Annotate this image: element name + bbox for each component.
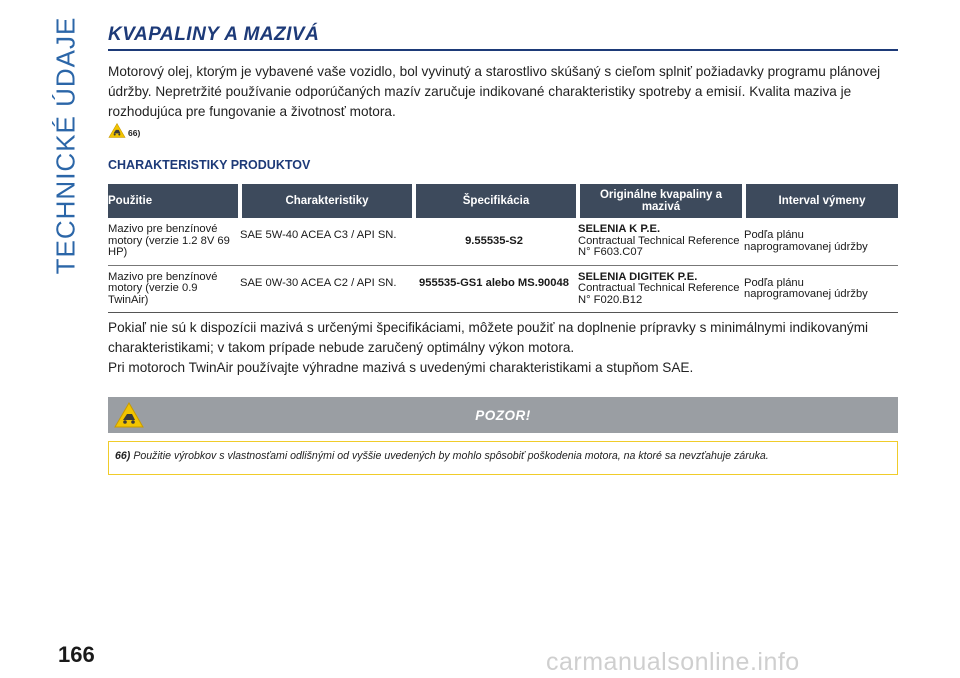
original-fluid-name: SELENIA K P.E. bbox=[578, 223, 661, 235]
table-header-row bbox=[108, 184, 898, 218]
header-characteristics: Charakteristiky bbox=[240, 184, 414, 218]
cell-usage: Mazivo pre benzínové motory (verzie 0.9 TwinAir) bbox=[108, 265, 240, 313]
original-fluid-detail: Contractual Technical Reference N° F603.C07 bbox=[578, 234, 740, 258]
side-tab-label: TECHNICKÉ ÚDAJE bbox=[50, 16, 81, 274]
intro-paragraph: Motorový olej, ktorým je vybavené vaše vozidlo, bol vyvinutý a starostlivo skúšaný s cieľom splniť požiadavky programu plánovej údržby. Nepretržité používanie odporúčaných mazív zaručuje indikované charakteristiky spotreby a emisií. Kvalita maziva je rozhodujúca pre fungovanie a životnosť motora. bbox=[108, 64, 881, 119]
cell-interval: Podľa plánu naprogramovanej údržby bbox=[744, 218, 898, 265]
cell-specification: 9.55535-S2 bbox=[414, 218, 578, 265]
table-row bbox=[108, 218, 898, 265]
cell-characteristics: SAE 0W-30 ACEA C2 / API SN. bbox=[240, 265, 414, 313]
warning-number: 66) bbox=[115, 450, 131, 462]
warning-note bbox=[108, 441, 898, 475]
page-number: 166 bbox=[58, 642, 95, 667]
warning-header bbox=[108, 397, 898, 433]
header-original-fluids: Originálne kvapaliny a mazivá bbox=[578, 184, 744, 218]
intro-reference bbox=[108, 123, 898, 138]
cell-original-fluid bbox=[578, 218, 744, 265]
intro-reference-number: 66) bbox=[128, 127, 141, 138]
warning-icon bbox=[108, 123, 126, 138]
section-title: KVAPALINY A MAZIVÁ bbox=[108, 24, 898, 51]
header-specification: Špecifikácia bbox=[414, 184, 578, 218]
cell-characteristics: SAE 5W-40 ACEA C3 / API SN. bbox=[240, 218, 414, 265]
table-row bbox=[108, 265, 898, 313]
cell-interval: Podľa plánu naprogramovanej údržby bbox=[744, 265, 898, 313]
warning-icon bbox=[114, 402, 144, 428]
header-usage: Použitie bbox=[108, 184, 240, 218]
page-content bbox=[108, 24, 898, 475]
warning-title: POZOR! bbox=[475, 407, 531, 423]
original-fluid-detail: Contractual Technical Reference N° F020.B12 bbox=[578, 282, 740, 306]
cell-original-fluid bbox=[578, 265, 744, 313]
header-interval: Interval výmeny bbox=[744, 184, 898, 218]
note-paragraph bbox=[108, 318, 898, 378]
note-alternative-lubricants: Pokiaľ nie sú k dispozícii mazivá s určenými špecifikáciami, môžete použiť na doplnenie prípravky s minimálnymi indikovanými charakteristikami; v takom prípade nebude zaručený optimálny výkon motora. bbox=[108, 320, 869, 355]
side-tab bbox=[46, 16, 86, 274]
watermark: carmanualsonline.info bbox=[546, 648, 800, 676]
product-characteristics-table bbox=[108, 184, 898, 313]
cell-specification: 955535-GS1 alebo MS.90048 bbox=[414, 265, 578, 313]
original-fluid-name: SELENIA DIGITEK P.E. bbox=[578, 270, 698, 283]
note-twinair: Pri motoroch TwinAir používajte výhradne mazivá s uvedenými charakteristikami a stupňom SAE. bbox=[108, 360, 694, 375]
warning-text: Použitie výrobkov s vlastnosťami odlišnými od vyššie uvedených by mohlo spôsobiť poškodenia motora, na ktoré sa nevzťahuje záruka. bbox=[133, 450, 769, 462]
cell-usage: Mazivo pre benzínové motory (verzie 1.2 8V 69 HP) bbox=[108, 218, 240, 265]
subsection-title: CHARAKTERISTIKY PRODUKTOV bbox=[108, 158, 311, 172]
